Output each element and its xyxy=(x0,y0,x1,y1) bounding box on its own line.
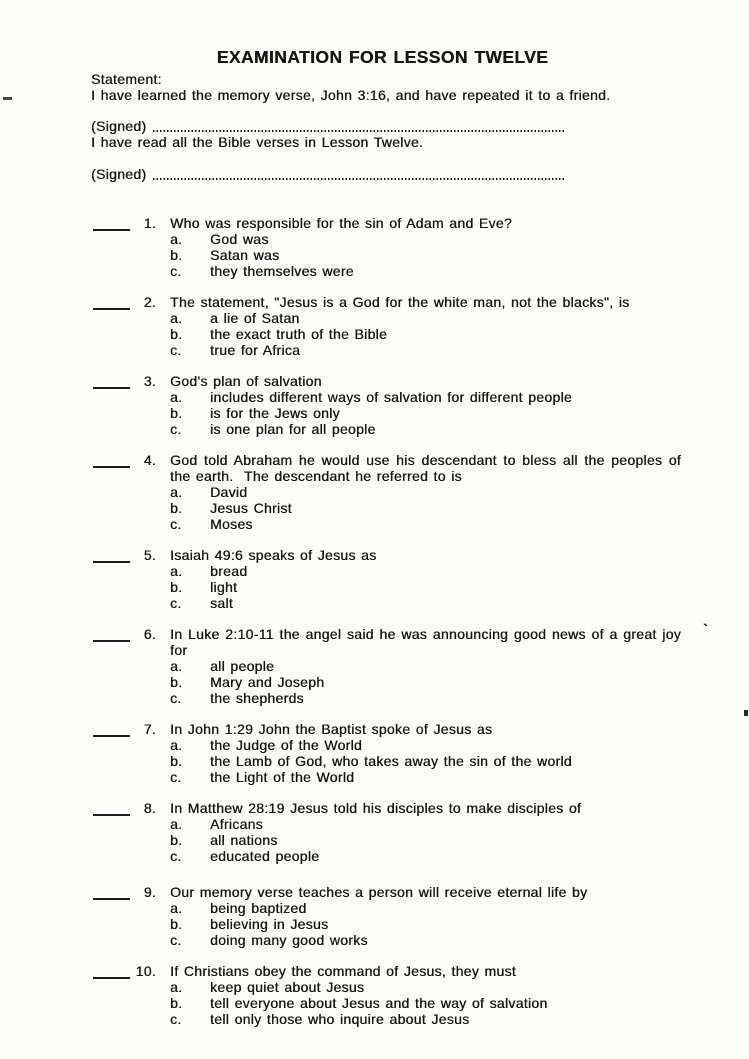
scan-artifact-speck xyxy=(744,710,748,716)
option-letter: c. xyxy=(170,932,182,948)
question-stem-line: God told Abraham he would use his descendant to bless all the peoples of xyxy=(170,452,681,468)
question xyxy=(0,547,749,611)
answer-blank-line xyxy=(93,626,130,642)
option-letter: b. xyxy=(170,500,183,516)
option-letter: a. xyxy=(170,231,183,247)
option-text: bread xyxy=(210,563,248,579)
option-letter: a. xyxy=(170,737,183,753)
question xyxy=(0,626,749,706)
question-body xyxy=(156,626,681,706)
question-body xyxy=(156,721,681,785)
scan-artifact-dash xyxy=(3,97,12,100)
answer-blank-line xyxy=(93,547,130,563)
option-row xyxy=(170,405,681,421)
answer-blank-line xyxy=(93,884,130,900)
answer-blank-line xyxy=(93,963,130,979)
question-body xyxy=(156,215,681,279)
option-row xyxy=(170,563,681,579)
answer-blank-line xyxy=(93,215,130,231)
signed-label: (Signed) xyxy=(91,118,147,134)
option-letter: b. xyxy=(170,247,183,263)
option-letter: c. xyxy=(170,769,182,785)
question-number: 9. xyxy=(143,884,156,900)
option-text: is one plan for all people xyxy=(210,421,376,437)
question-number: 5. xyxy=(143,547,156,563)
answer-blank-line xyxy=(93,452,130,468)
option-row xyxy=(170,832,681,848)
option-row xyxy=(170,848,681,864)
option-letter: c. xyxy=(170,516,182,532)
option-letter: b. xyxy=(170,405,183,421)
option-text: educated people xyxy=(210,848,320,864)
question-number: 2. xyxy=(143,294,156,310)
option-text: Moses xyxy=(210,516,253,532)
option-row xyxy=(170,1011,681,1027)
option-letter: c. xyxy=(170,342,182,358)
question-stem-line: God's plan of salvation xyxy=(170,373,322,389)
option-text: keep quiet about Jesus xyxy=(210,979,365,995)
option-row xyxy=(170,231,681,247)
option-text: God was xyxy=(210,231,269,247)
question-number: 6. xyxy=(143,626,156,642)
question xyxy=(0,294,749,358)
option-letter: a. xyxy=(170,816,183,832)
option-text: light xyxy=(210,579,238,595)
option-row xyxy=(170,263,681,279)
question-number: 4. xyxy=(143,452,156,468)
option-letter: b. xyxy=(170,753,183,769)
signature-dotted-line xyxy=(153,178,565,180)
option-letter: b. xyxy=(170,995,183,1011)
question xyxy=(0,963,749,1027)
option-row xyxy=(170,769,681,785)
option-row xyxy=(170,674,681,690)
option-letter: a. xyxy=(170,563,183,579)
scan-artifact-quote: ` xyxy=(703,621,708,637)
question-list xyxy=(0,215,749,1027)
option-text: Jesus Christ xyxy=(210,500,292,516)
option-text: they themselves were xyxy=(210,263,354,279)
signature-row xyxy=(91,166,749,182)
option-row xyxy=(170,595,681,611)
question-stem-line: Who was responsible for the sin of Adam and Eve? xyxy=(170,215,512,231)
option-row xyxy=(170,342,681,358)
page-title: EXAMINATION FOR LESSON TWELVE xyxy=(216,47,549,67)
question xyxy=(0,721,749,785)
option-row xyxy=(170,900,681,916)
option-row xyxy=(170,753,681,769)
option-row xyxy=(170,737,681,753)
option-letter: a. xyxy=(170,658,183,674)
question-body xyxy=(156,547,681,611)
second-statement-text: I have read all the Bible verses in Lesson Twelve. xyxy=(91,134,424,150)
option-letter: a. xyxy=(170,389,183,405)
option-row xyxy=(170,579,681,595)
question-number: 7. xyxy=(143,721,156,737)
option-letter: c. xyxy=(170,263,182,279)
option-text: Mary and Joseph xyxy=(210,674,325,690)
question-number: 10. xyxy=(135,963,156,979)
question-stem-line: the earth. The descendant he referred to is xyxy=(170,468,462,484)
option-row xyxy=(170,310,681,326)
option-letter: a. xyxy=(170,979,183,995)
option-text: doing many good works xyxy=(210,932,368,948)
option-row xyxy=(170,326,681,342)
option-text: all nations xyxy=(210,832,278,848)
question xyxy=(0,452,749,532)
option-row xyxy=(170,816,681,832)
option-row xyxy=(170,690,681,706)
question-stem-line: Isaiah 49:6 speaks of Jesus as xyxy=(170,547,377,563)
option-row xyxy=(170,916,681,932)
option-text: being baptized xyxy=(210,900,307,916)
option-row xyxy=(170,421,681,437)
option-text: salt xyxy=(210,595,233,611)
question-stem-line: The statement, "Jesus is a God for the white man, not the blacks", is xyxy=(170,294,630,310)
option-letter: a. xyxy=(170,484,183,500)
option-letter: b. xyxy=(170,832,183,848)
option-letter: c. xyxy=(170,1011,182,1027)
question xyxy=(0,215,749,279)
answer-blank-line xyxy=(93,721,130,737)
signed-label: (Signed) xyxy=(91,166,147,182)
option-row xyxy=(170,932,681,948)
option-text: believing in Jesus xyxy=(210,916,329,932)
option-text: tell everyone about Jesus and the way of salvation xyxy=(210,995,548,1011)
option-letter: c. xyxy=(170,690,182,706)
statement-block xyxy=(91,71,749,103)
option-text: the Judge of the World xyxy=(210,737,363,753)
question xyxy=(0,373,749,437)
option-letter: b. xyxy=(170,579,183,595)
option-text: all people xyxy=(210,658,275,674)
statement-label: Statement: xyxy=(91,71,162,87)
option-letter: c. xyxy=(170,421,182,437)
option-letter: c. xyxy=(170,848,182,864)
second-statement-block xyxy=(91,134,749,150)
option-text: Africans xyxy=(210,816,263,832)
question-stem-line: Our memory verse teaches a person will receive eternal life by xyxy=(170,884,588,900)
option-letter: b. xyxy=(170,326,183,342)
option-text: is for the Jews only xyxy=(210,405,340,421)
option-text: includes different ways of salvation for different people xyxy=(210,389,572,405)
signature-row xyxy=(91,118,749,134)
question-stem-line: In John 1:29 John the Baptist spoke of Jesus as xyxy=(170,721,493,737)
option-letter: c. xyxy=(170,595,182,611)
option-row xyxy=(170,500,681,516)
option-letter: b. xyxy=(170,916,183,932)
question-body xyxy=(156,452,681,532)
answer-blank-line xyxy=(93,294,130,310)
option-row xyxy=(170,658,681,674)
option-row xyxy=(170,247,681,263)
option-letter: a. xyxy=(170,310,183,326)
statement-text: I have learned the memory verse, John 3:16, and have repeated it to a friend. xyxy=(91,87,611,103)
option-row xyxy=(170,484,681,500)
question xyxy=(0,884,749,948)
option-text: true for Africa xyxy=(210,342,301,358)
option-text: David xyxy=(210,484,248,500)
option-text: the Lamb of God, who takes away the sin of the world xyxy=(210,753,572,769)
option-text: a lie of Satan xyxy=(210,310,300,326)
question-number: 1. xyxy=(143,215,156,231)
question-body xyxy=(156,373,681,437)
option-text: tell only those who inquire about Jesus xyxy=(210,1011,470,1027)
question-body xyxy=(156,963,681,1027)
option-letter: b. xyxy=(170,674,183,690)
option-row xyxy=(170,516,681,532)
question-stem-line: If Christians obey the command of Jesus, they must xyxy=(170,963,516,979)
question-stem-line: In Matthew 28:19 Jesus told his disciples to make disciples of xyxy=(170,800,582,816)
option-row xyxy=(170,389,681,405)
question xyxy=(0,800,749,864)
question-number: 3. xyxy=(143,373,156,389)
question-stem-line: In Luke 2:10-11 the angel said he was announcing good news of a great joy xyxy=(170,626,681,642)
signature-dotted-line xyxy=(153,130,565,132)
option-text: the shepherds xyxy=(210,690,304,706)
question-body xyxy=(156,800,681,864)
answer-blank-line xyxy=(93,373,130,389)
option-row xyxy=(170,979,681,995)
question-body xyxy=(156,294,681,358)
question-stem-line: for xyxy=(170,642,188,658)
option-text: the exact truth of the Bible xyxy=(210,326,388,342)
option-row xyxy=(170,995,681,1011)
question-body xyxy=(156,884,681,948)
answer-blank-line xyxy=(93,800,130,816)
option-text: Satan was xyxy=(210,247,280,263)
option-text: the Light of the World xyxy=(210,769,355,785)
option-letter: a. xyxy=(170,900,183,916)
question-number: 8. xyxy=(143,800,156,816)
